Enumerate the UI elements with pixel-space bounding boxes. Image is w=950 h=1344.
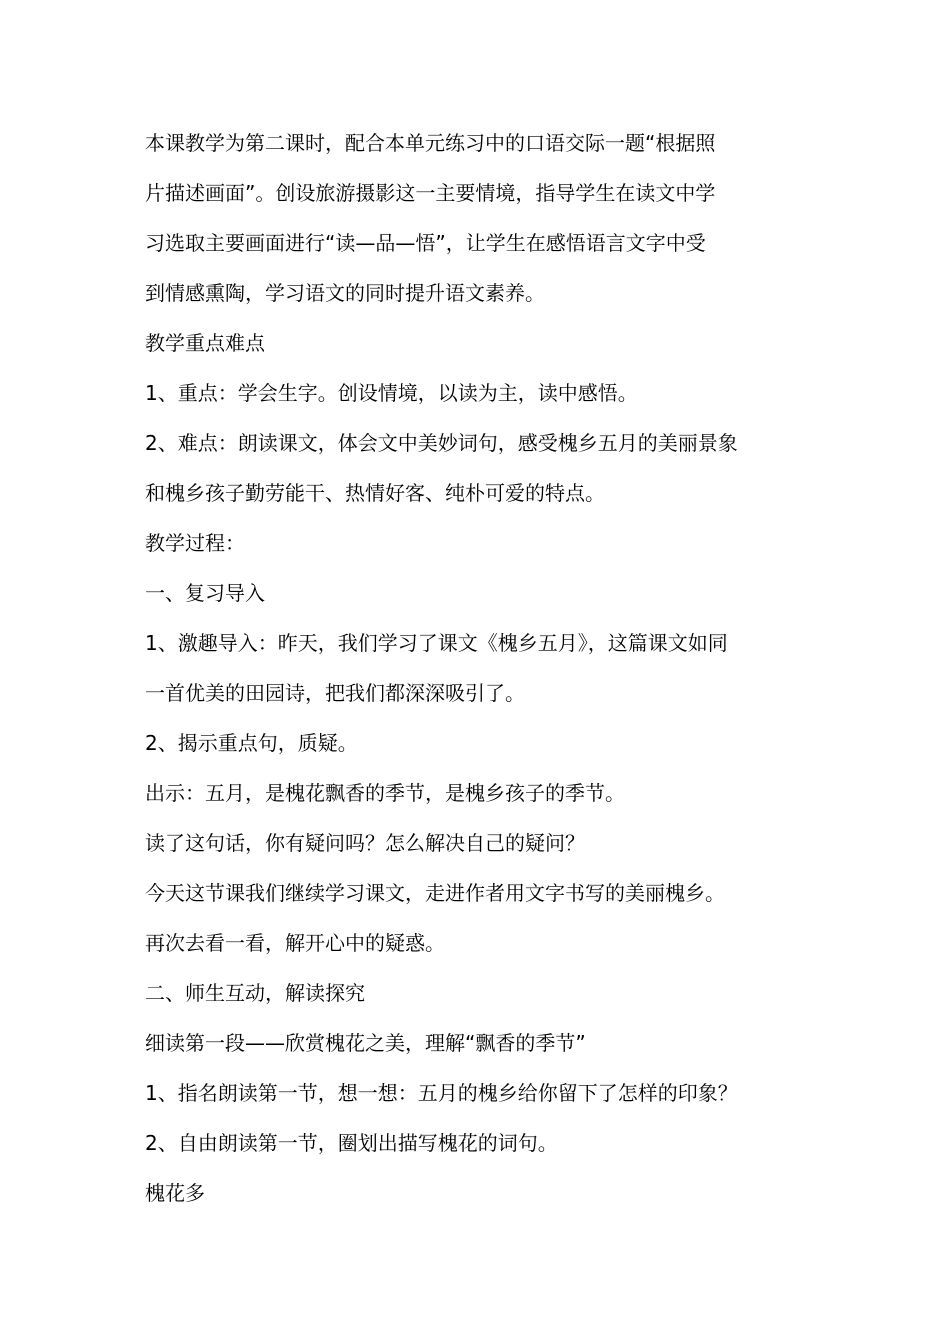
paragraph-line: 习选取主要画面进行“读—品—悟”，让学生在感悟语言文字中受 (145, 231, 706, 255)
list-item: 1、激趣导入：昨天，我们学习了课文《槐乡五月》，这篇课文如同 (145, 631, 728, 655)
paragraph-line: 和槐乡孩子勤劳能干、热情好客、纯朴可爱的特点。 (145, 481, 605, 505)
paragraph-line: 出示：五月，是槐花飘香的季节，是槐乡孩子的季节。 (145, 781, 625, 805)
section-heading: 教学重点难点 (145, 331, 265, 355)
document-body (145, 133, 810, 1233)
paragraph-line: 本课教学为第二课时，配合本单元练习中的口语交际一题“根据照 (145, 131, 716, 155)
list-item: 2、难点：朗读课文，体会文中美妙词句，感受槐乡五月的美丽景象 (145, 431, 738, 455)
paragraph-line: 片描述画面”。创设旅游摄影这一主要情境，指导学生在读文中学 (145, 181, 716, 205)
paragraph-line: 到情感熏陶，学习语文的同时提升语文素养。 (145, 281, 545, 305)
paragraph-line: 再次去看一看，解开心中的疑惑。 (145, 931, 445, 955)
section-heading: 一、复习导入 (145, 581, 265, 605)
list-item: 2、自由朗读第一节，圈划出描写槐花的词句。 (145, 1131, 558, 1155)
paragraph-line: 一首优美的田园诗，把我们都深深吸引了。 (145, 681, 525, 705)
paragraph-line: 槐花多 (145, 1181, 205, 1205)
section-heading: 教学过程： (145, 531, 245, 555)
section-heading: 二、师生互动，解读探究 (145, 981, 365, 1005)
list-item: 1、重点：学会生字。创设情境，以读为主，读中感悟。 (145, 381, 638, 405)
paragraph-line: 读了这句话，你有疑问吗？怎么解决自己的疑问？ (145, 831, 585, 855)
paragraph-line: 今天这节课我们继续学习课文，走进作者用文字书写的美丽槐乡。 (145, 881, 725, 905)
list-item: 2、揭示重点句，质疑。 (145, 731, 358, 755)
list-item: 1、指名朗读第一节，想一想：五月的槐乡给你留下了怎样的印象？ (145, 1081, 738, 1105)
paragraph-line: 细读第一段——欣赏槐花之美，理解“飘香的季节” (145, 1031, 586, 1055)
